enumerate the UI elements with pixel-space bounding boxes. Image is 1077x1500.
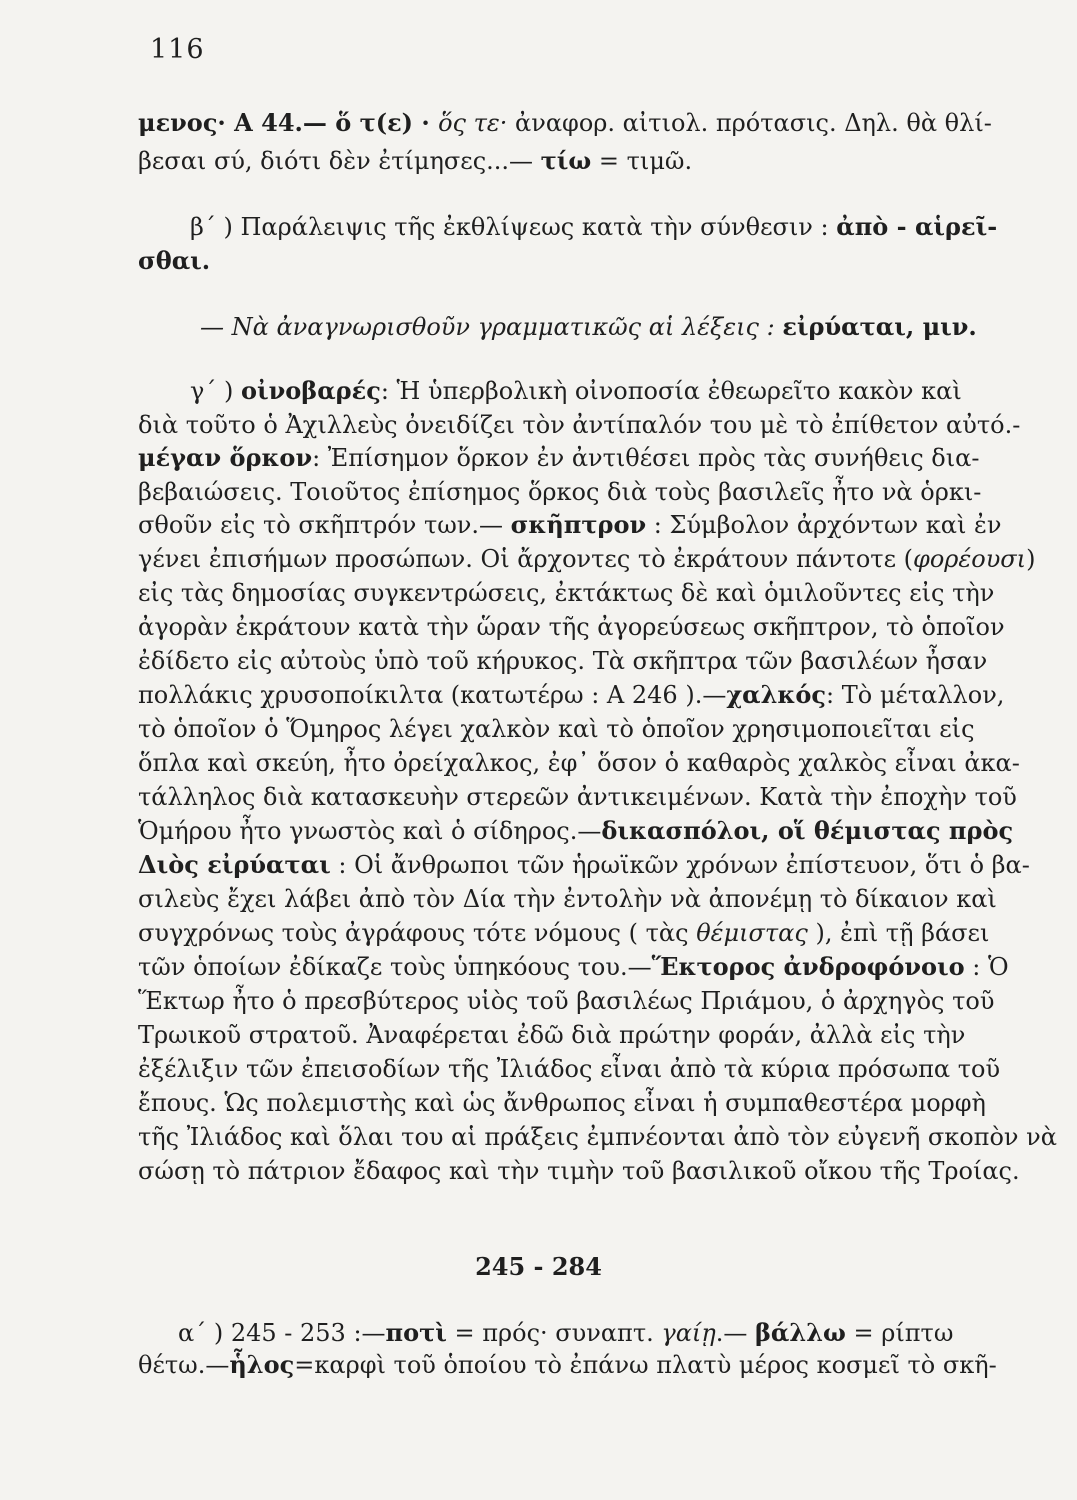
text-segment: σκῆπτρον [510, 510, 647, 539]
text-segment: θέτω.— [138, 1351, 230, 1379]
text-segment: γένει ἐπισήμων προσώπων. Οἱ ἄρχοντες τὸ ἐκράτουν πάντοτε ( [138, 545, 914, 573]
text-segment: τάλληλος διὰ κατασκευὴν στερεῶν ἀντικειμένων. Κατὰ τὴν ἐποχὴν τοῦ [138, 783, 1017, 811]
text-line [138, 850, 1030, 880]
text-segment: Ἕκτωρ ἦτο ὁ πρεσβύτερος υἱὸς τοῦ βασιλέως Πριάμου, ὁ ἀρχηγὸς τοῦ [138, 987, 995, 1015]
text-segment: — Νὰ ἀναγνωρισθοῦν γραμματικῶς αἱ λέξεις : [200, 313, 783, 341]
text-segment: Διὸς εἰρύαται [138, 850, 331, 879]
text-segment: : Ἐπίσημον ὅρκον ἐν ἀντιθέσει πρὸς τὰς συνήθεις δια- [312, 444, 980, 472]
text-segment: .— [715, 1319, 755, 1347]
text-segment: βεβαιώσεις. Τοιοῦτος ἐπίσημος ὅρκος διὰ τοὺς βασιλεῖς ἦτο νὰ ὁρκι- [138, 478, 982, 506]
text-segment: χαλκός [726, 680, 827, 709]
text-line [138, 410, 1021, 440]
text-line [190, 212, 1040, 242]
text-segment: βάλλω [754, 1318, 846, 1347]
page-number: 116 [150, 34, 205, 65]
text-line [190, 376, 1040, 406]
text-segment: οἰνοβαρές [240, 376, 381, 405]
text-line [138, 578, 995, 608]
text-segment: τὸ ὁποῖον ὁ Ὅμηρος λέγει χαλκὸν καὶ τὸ ὁποῖον χρησιμοποιεῖται εἰς [138, 715, 975, 743]
text-segment: σθοῦν εἰς τὸ σκῆπτρόν των.— [138, 511, 511, 539]
text-segment: Ἕκτορος ἀνδροφόνοιο [651, 952, 965, 981]
text-segment: σιλεὺς ἔχει λάβει ἀπὸ τὸν Δία τὴν ἐντολὴν νὰ ἀπονέμῃ τὸ δίκαιον καὶ [138, 885, 997, 913]
text-segment: ἧλος [229, 1350, 295, 1379]
text-segment: γ΄ ) [190, 377, 241, 405]
text-segment: Ὁμήρου ἦτο γνωστὸς καὶ ὁ σίδηρος.— [138, 817, 602, 845]
text-line [138, 612, 1005, 642]
text-line [138, 748, 1020, 778]
text-line [138, 246, 988, 276]
text-segment: διὰ τοῦτο ὁ Ἀχιλλεὺς ὀνειδίζει τὸν ἀντίπαλόν του μὲ τὸ ἐπίθετον αὐτό.- [138, 411, 1021, 439]
text-segment: σθαι. [138, 246, 211, 275]
text-segment: ἀγορὰν ἐκράτουν κατὰ τὴν ὥραν τῆς ἀγορεύσεως σκῆπτρον, τὸ ὁποῖον [138, 613, 1005, 641]
text-segment: α΄ ) 245 - 253 :— [178, 1319, 386, 1347]
text-segment: ἀπὸ - αἱρεῖ- [836, 212, 998, 241]
section-heading: 245 - 284 [475, 1252, 602, 1281]
text-line [138, 952, 1009, 982]
text-line [138, 816, 1014, 846]
text-line [138, 680, 1005, 710]
text-segment: τῶν ὁποίων ἐδίκαζε τοὺς ὑπηκόους του.— [138, 953, 652, 981]
text-segment: ὅς τε· [438, 109, 516, 137]
text-line [138, 646, 988, 676]
text-segment: βεσαι σύ, διότι δὲν ἐτίμησες...— [138, 147, 541, 175]
text-segment: φορέουσι [913, 545, 1027, 573]
text-segment: ἐξέλιξιν τῶν ἐπεισοδίων τῆς Ἰλιάδος εἶναι ἀπὸ τὰ κύρια πρόσωπα τοῦ [138, 1055, 1001, 1083]
text-segment: : Ὁ [964, 953, 1009, 981]
text-segment: ποτὶ [385, 1318, 447, 1347]
text-segment: εἰς τὰς δημοσίας συγκεντρώσεις, ἐκτάκτως δὲ καὶ ὁμιλοῦντες εἰς τὴν [138, 579, 995, 607]
text-segment: β΄ ) Παράλειψις τῆς ἐκθλίψεως κατὰ τὴν σύνθεσιν : [190, 213, 837, 241]
text-line [138, 782, 1017, 812]
text-line [138, 1054, 1001, 1084]
text-segment: πολλάκις χρυσοποίκιλτα (κατωτέρω : Α 246 ).— [138, 681, 727, 709]
text-segment: : Οἱ ἄνθρωποι τῶν ἡρωϊκῶν χρόνων ἐπίστευον, ὅτι ὁ βα- [330, 851, 1030, 879]
text-line [138, 1020, 988, 1050]
text-line [138, 443, 988, 473]
text-line [138, 146, 988, 176]
text-segment: γαίῃ [661, 1319, 716, 1347]
text-segment: μέγαν ὅρκον [138, 443, 313, 472]
text-line [138, 1350, 997, 1380]
text-segment: ), ἐπὶ τῇ βάσει [807, 919, 990, 947]
text-line [138, 884, 997, 914]
text-line [138, 544, 1036, 574]
text-segment: = πρός· συναπτ. [446, 1319, 662, 1347]
text-line [138, 918, 988, 948]
text-segment: μενος· Α 44.— ὅ τ(ε) · [138, 108, 439, 137]
text-line [138, 986, 995, 1016]
text-segment: = τιμῶ. [591, 147, 693, 175]
text-segment: σώσῃ τὸ πάτριον ἔδαφος καὶ τὴν τιμὴν τοῦ βασιλικοῦ οἴκου τῆς Τροίας. [138, 1157, 1020, 1185]
text-line [138, 1156, 1020, 1186]
text-segment: ἀναφορ. αἰτιολ. πρότασις. Δηλ. θὰ θλί- [515, 109, 992, 137]
text-segment: ἐδίδετο εἰς αὐτοὺς ὑπὸ τοῦ κήρυκος. Τὰ σκῆπτρα τῶν βασιλέων ἦσαν [138, 647, 988, 675]
text-line [138, 1122, 1057, 1152]
text-segment: =καρφὶ τοῦ ὁποίου τὸ ἐπάνω πλατὺ μέρος κοσμεῖ τὸ σκῆ- [294, 1351, 997, 1379]
text-segment: συγχρόνως τοὺς ἀγράφους τότε νόμους ( τὰς [138, 919, 697, 947]
text-segment: ) [1026, 545, 1036, 573]
text-line [138, 108, 992, 138]
text-segment: ὅπλα καὶ σκεύη, ἦτο ὀρείχαλκος, ἐφ᾽ ὅσον ὁ καθαρὸς χαλκὸς εἶναι ἀκα- [138, 749, 1020, 777]
text-segment: : Ἡ ὑπερβολικὴ οἰνοποσία ἐθεωρεῖτο κακὸν καὶ [380, 377, 962, 405]
text-segment: θέμιστας [696, 919, 808, 947]
text-line [138, 714, 988, 744]
text-segment: Τρωικοῦ στρατοῦ. Ἀναφέρεται ἐδῶ διὰ πρώτην φοράν, ἀλλὰ εἰς τὴν [138, 1021, 966, 1049]
text-segment: ἔπους. Ὡς πολεμιστὴς καὶ ὡς ἄνθρωπος εἶναι ἡ συμπαθεστέρα μορφὴ [138, 1089, 986, 1117]
text-line [138, 1088, 988, 1118]
text-segment: δικασπόλοι, οἵ θέμιστας πρὸς [601, 816, 1014, 845]
text-line [138, 510, 1002, 540]
text-line [178, 1318, 1028, 1348]
text-segment: : Τὸ μέταλλον, [826, 681, 1005, 709]
text-segment: εἰρύαται, μιν. [782, 312, 977, 341]
text-segment: : Σύμβολον ἀρχόντων καὶ ἐν [646, 511, 1002, 539]
text-segment: τίω [540, 146, 592, 175]
text-line [200, 312, 1050, 342]
text-segment: τῆς Ἰλιάδος καὶ ὅλαι του αἱ πράξεις ἐμπνέονται ἀπὸ τὸν εὐγενῆ σκοπὸν νὰ [138, 1123, 1057, 1151]
text-line [138, 477, 988, 507]
text-segment: = ρίπτω [845, 1319, 954, 1347]
